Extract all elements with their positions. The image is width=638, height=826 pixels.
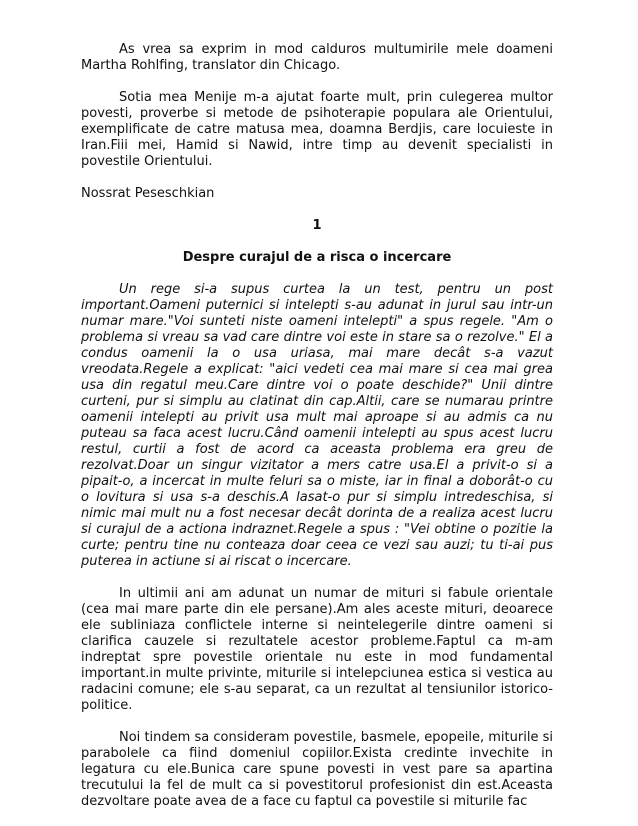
paragraph-stories-children: Noi tindem sa consideram povestile, basmele, epopeile, miturile si parabolele ca fiind domeniul copiilor.Exista credinte invechite in legatura cu ele.Bunica care spune povesti in vest pare sa apartina trecutului la fel de mult ca si povestitorul profesionist din est.Aceasta dezvoltare poate avea de a face cu faptul ca povestile si miturile fac — [81, 730, 553, 809]
author-signature: Nossrat Peseschkian — [81, 186, 215, 201]
paragraph-acknowledgement-family: Sotia mea Menije m-a ajutat foarte mult, prin culegerea multor povesti, proverbe si metode de psihoterapie populara ale Orientului, exemplificate de catre matusa mea, doamna Berdjis, care locuieste in Iran.Fiii mei, Hamid si Nawid, intre timp au devenit specialisti in povestile Orientului. — [81, 90, 553, 169]
chapter-title: Despre curajul de a risca o incercare — [182, 250, 452, 265]
story-paragraph: Un rege si-a supus curtea la un test, pentru un post important.Oameni puternici si intelepti s-au adunat in jurul sau intr-un numar mare."Voi sunteti niste oameni intelepti" a spus regele. "Am o problema si vreau sa vad care dintre voi este in stare sa o rezolve." El a condus oamenii la o usa uriasa, mai mare decât s-a vazut vreodata.Regele a explicat: "aici vedeti cea mai mare si cea mai grea usa din regatul meu.Care dintre voi o poate deschide?" Unii dintre curteni, pur si simplu au clatinat din cap.Altii, care se numarau printre oamenii intelepti au privit usa mult mai aproape si au admis ca nu puteau sa faca acest lucru.Când oamenii intelepti au spus acest lucru restul, curtii a fost de acord ca aceasta problema era greu de rezolvat.Doar un singur vizitator a mers catre usa.El a privit-o si a pipait-o, a incercat in multe feluri sa o miste, iar in final a doborât-o cu o lovitura si usa s-a deschis.A lasat-o pur si simplu intredeschisa, si nimic mai mult nu a fost necesar decât dorinta de a realiza acest lucru si curajul de a actiona indraznet.Regele a spus : "Vei obtine o pozitie la curte; pentru tine nu conteaza doar ceea ce vezi sau auzi; tu ti-ai pus puterea in actiune si ai riscat o incercare. — [81, 282, 553, 569]
document-page — [81, 42, 553, 826]
chapter-number: 1 — [312, 218, 322, 233]
paragraph-acknowledgement-translator: As vrea sa exprim in mod calduros multumirile mele doameni Martha Rohlfing, translator din Chicago. — [81, 42, 553, 73]
paragraph-myths-collection: In ultimii ani am adunat un numar de mituri si fabule orientale (cea mai mare parte din ele persane).Am ales aceste mituri, deoarece ele subliniaza conflictele interne si neintelegerile dintre oameni si clarifica cauzele si rezultatele acestor probleme.Faptul ca m-am indreptat spre povestile orientale nu este in mod fundamental important.in multe privinte, miturile si intelepciunea estica si vestica au radacini comune; ele s-au separat, ca un rezultat al tensiunilor istorico-politice. — [81, 586, 553, 713]
